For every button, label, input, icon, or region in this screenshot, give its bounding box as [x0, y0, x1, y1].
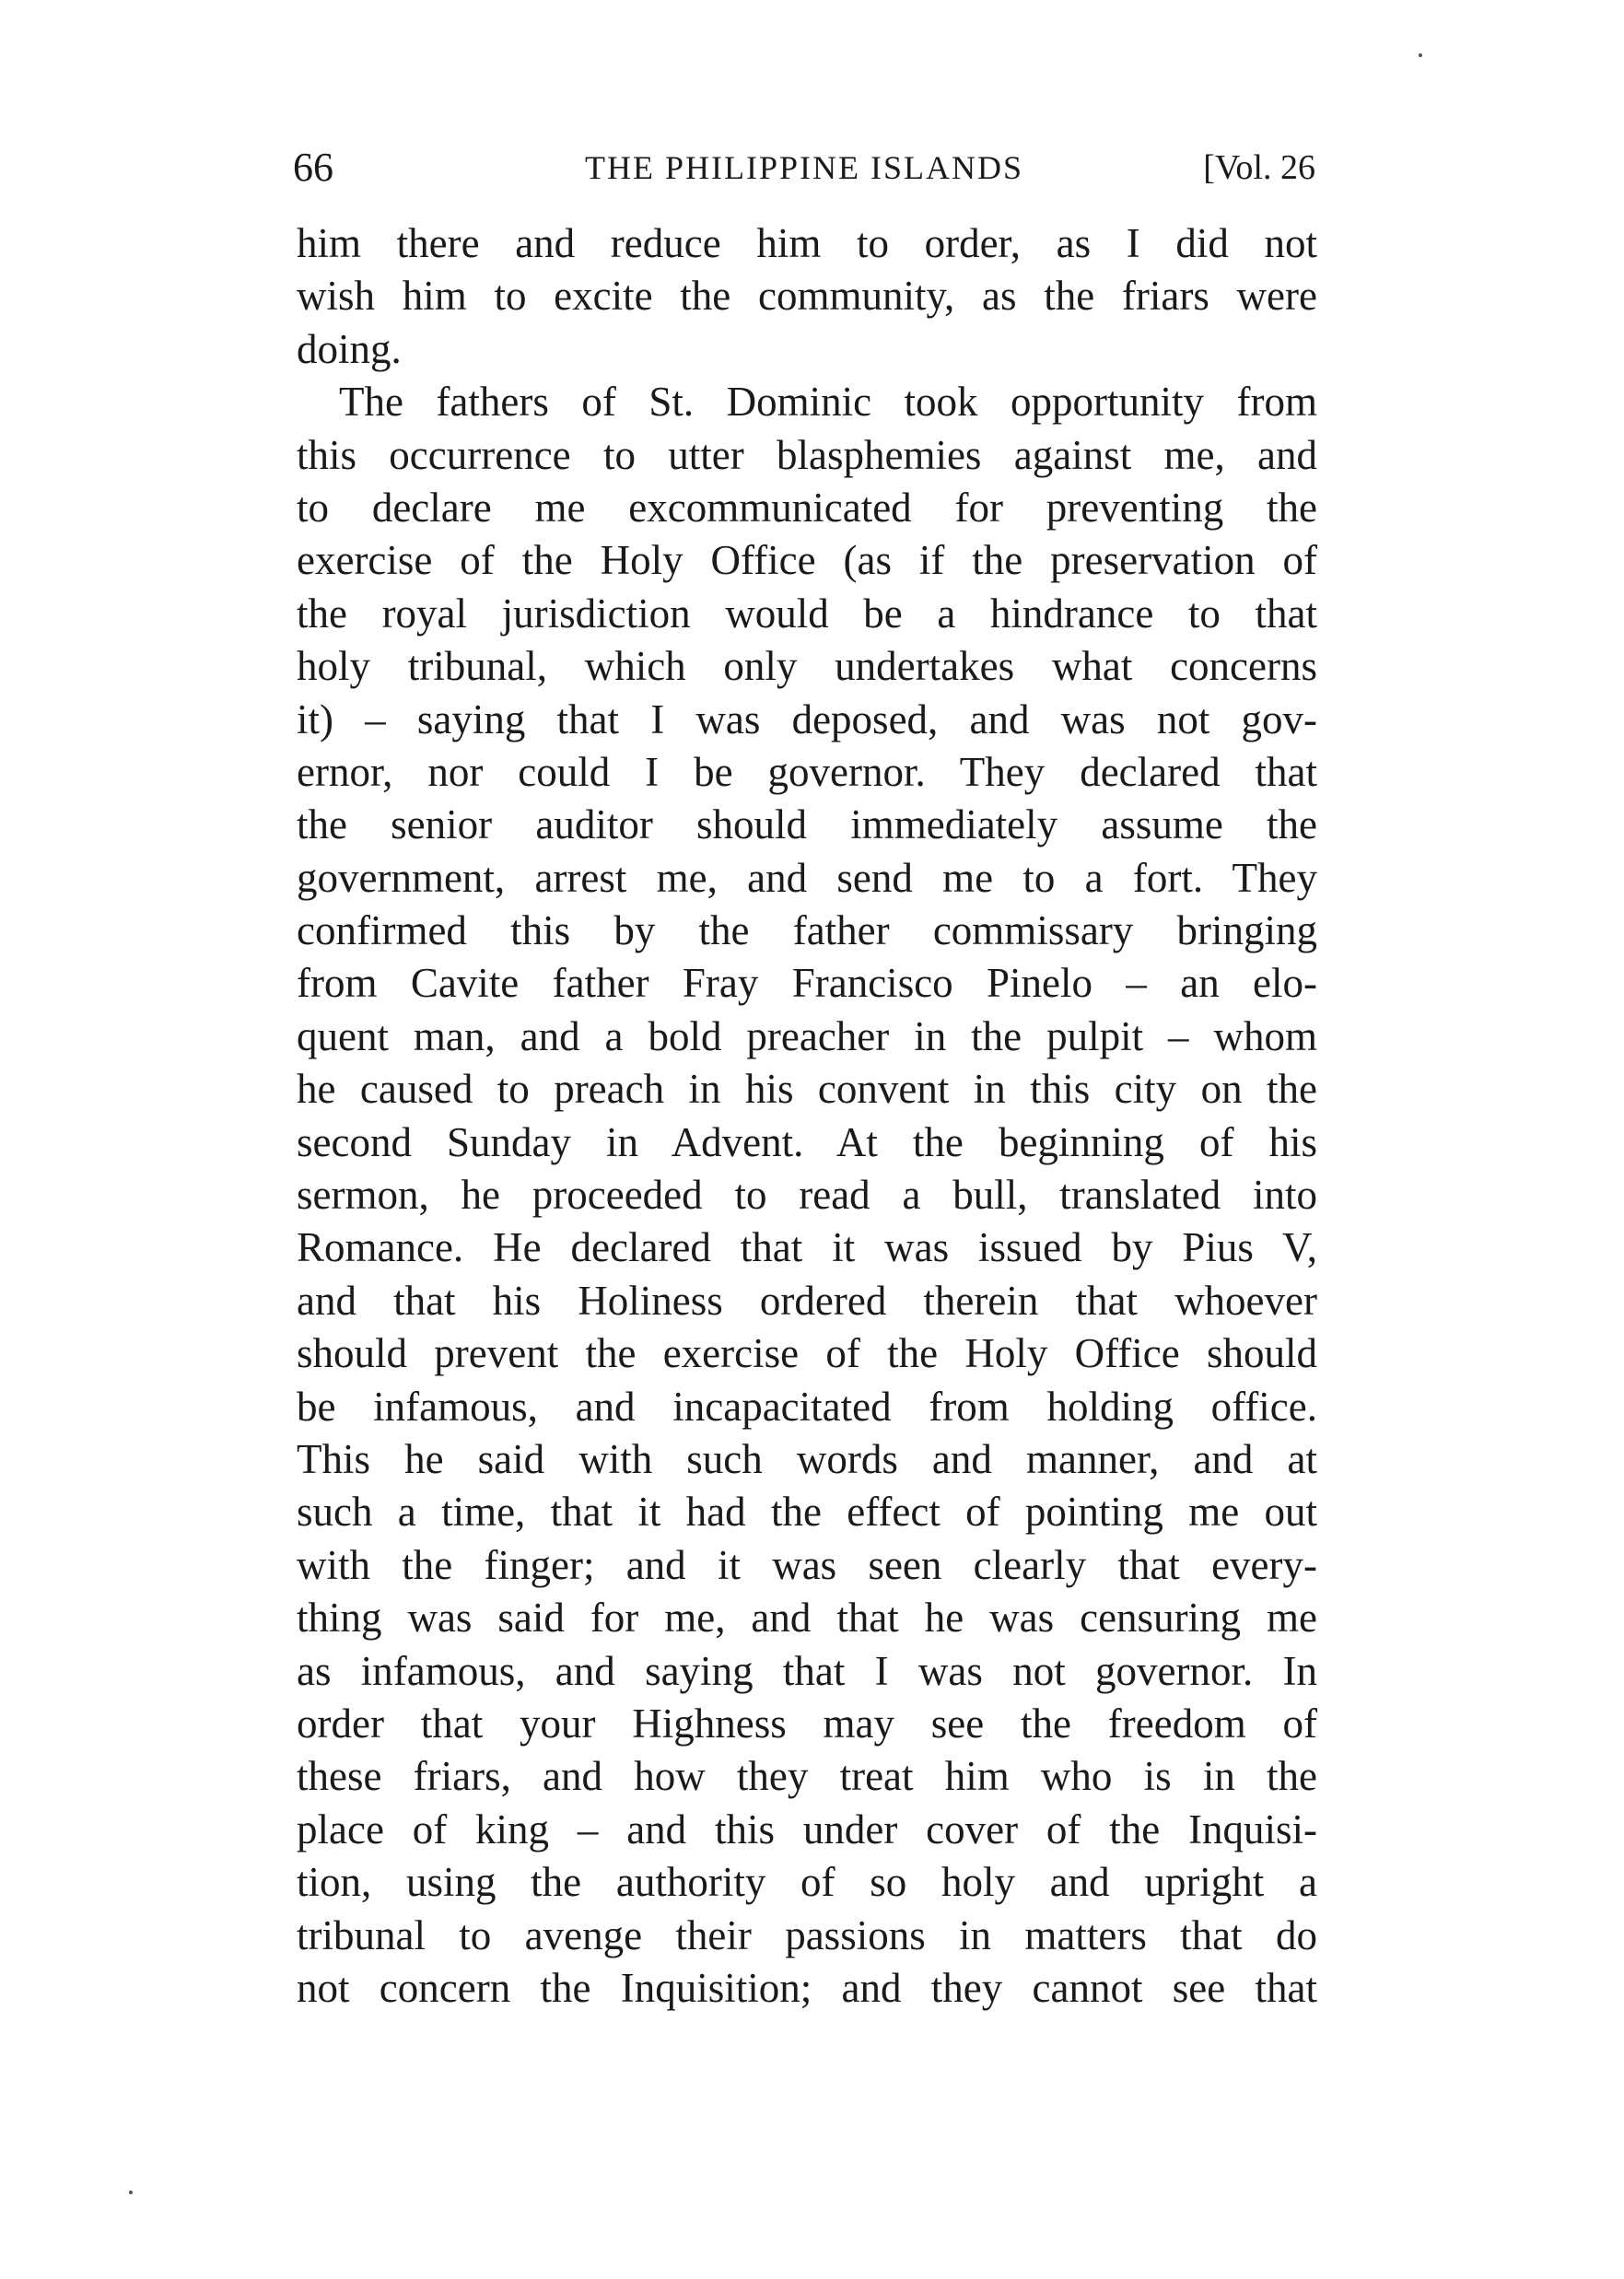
text-line: This he said with such words and manner, and at	[297, 1435, 1317, 1482]
page-header	[293, 140, 1315, 195]
scan-speck	[129, 2191, 133, 2194]
text-line: thing was said for me, and that he was censuring me	[297, 1595, 1317, 1642]
text-line: sermon, he proceeded to read a bull, translated into	[297, 1172, 1317, 1219]
text-line: from Cavite father Fray Francisco Pinelo – an elo-	[297, 960, 1317, 1007]
text-line: it) – saying that I was deposed, and was not gov-	[297, 695, 1317, 742]
text-line: tion, using the authority of so holy and upright a	[297, 1859, 1317, 1906]
text-line: The fathers of St. Dominic took opportunity from	[339, 379, 1317, 426]
text-line: such a time, that it had the effect of pointing me out	[297, 1489, 1317, 1536]
text-line: him there and reduce him to order, as I did not	[297, 220, 1317, 266]
text-line: this occurrence to utter blasphemies against me, and	[297, 431, 1317, 478]
text-line: order that your Highness may see the freedom of	[297, 1700, 1317, 1747]
text-line: he caused to preach in his convent in this city on the	[297, 1066, 1317, 1113]
text-line: with the finger; and it was seen clearly that every-	[297, 1541, 1317, 1588]
text-line: exercise of the Holy Office (as if the preservation of	[297, 537, 1317, 584]
text-line: government, arrest me, and send me to a fort. They	[297, 854, 1317, 901]
text-line: the royal jurisdiction would be a hindrance to that	[297, 590, 1317, 637]
text-line: as infamous, and saying that I was not governor. In	[297, 1647, 1317, 1694]
text-line: quent man, and a bold preacher in the pulpit – whom	[297, 1012, 1317, 1059]
text-line: these friars, and how they treat him who is in the	[297, 1753, 1317, 1800]
text-line: should prevent the exercise of the Holy Office should	[297, 1330, 1317, 1377]
text-line: holy tribunal, which only undertakes what concerns	[297, 643, 1317, 690]
text-line: Romance. He declared that it was issued by Pius V,	[297, 1224, 1317, 1271]
page-number: 66	[293, 145, 333, 190]
text-line: doing.	[297, 325, 402, 372]
text-line: ernor, nor could I be governor. They declared that	[297, 748, 1317, 795]
text-line: tribunal to avenge their passions in matters that do	[297, 1911, 1317, 1958]
text-line: wish him to excite the community, as the friars were	[297, 273, 1317, 320]
text-line: second Sunday in Advent. At the beginning of his	[297, 1118, 1317, 1165]
text-line: and that his Holiness ordered therein that whoever	[297, 1277, 1317, 1324]
text-line: place of king – and this under cover of the Inquisi-	[297, 1806, 1317, 1852]
running-title: THE PHILIPPINE ISLANDS	[585, 149, 1023, 186]
text-line: the senior auditor should immediately assume the	[297, 801, 1317, 848]
text-line: be infamous, and incapacitated from holding office.	[297, 1383, 1317, 1430]
text-line: not concern the Inquisition; and they cannot see that	[297, 1964, 1317, 2011]
scan-speck	[1419, 53, 1422, 57]
volume-label: [Vol. 26	[1203, 148, 1315, 187]
text-line: confirmed this by the father commissary bringing	[297, 907, 1317, 954]
body-text	[297, 217, 1317, 2015]
text-line: to declare me excommunicated for preventing the	[297, 484, 1317, 531]
